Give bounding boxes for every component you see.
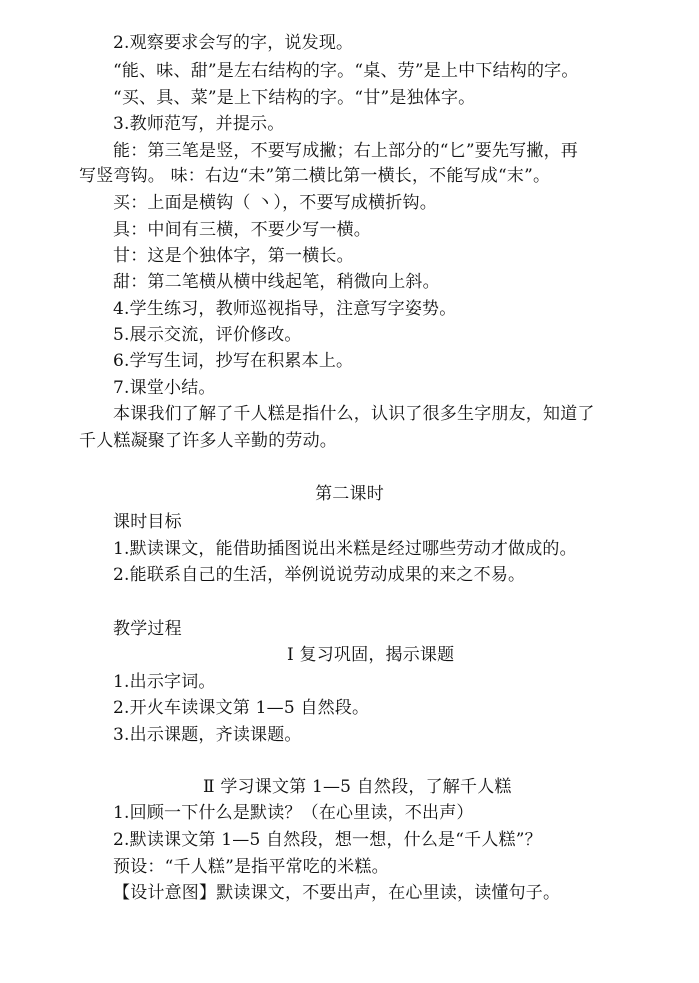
step-7-summary: 7.课堂小结。: [113, 378, 216, 398]
note-ju: 具：中间有三横，不要少写一横。: [113, 220, 371, 240]
heading-objectives: 课时目标: [113, 512, 182, 532]
objective-2: 2.能联系自己的生活，举例说说劳动成果的来之不易。: [113, 565, 526, 585]
part-2-title: Ⅱ 学习课文第 1—5 自然段，了解千人糕: [203, 777, 512, 797]
structure-top-bottom: “买、具、菜”是上下结构的字。“甘”是独体字。: [113, 88, 476, 108]
part1-step-2: 2.开火车读课文第 1—5 自然段。: [113, 698, 370, 718]
part1-step-1: 1.出示字词。: [113, 672, 216, 692]
note-neng-line1: 能：第三笔是竖，不要写成撇；右上部分的“匕”要先写撇，再: [113, 141, 578, 161]
step-6-copy: 6.学写生词，抄写在积累本上。: [113, 351, 354, 371]
part2-step-1: 1.回顾一下什么是默读？（在心里读，不出声）: [113, 803, 474, 823]
step-5-share: 5.展示交流，评价修改。: [113, 325, 302, 345]
part-1-title: Ⅰ 复习巩固，揭示课题: [287, 645, 455, 665]
note-mai: 买：上面是横钩（ ⼂），不要写成横折钩。: [113, 193, 437, 213]
step-4-practice: 4.学生练习，教师巡视指导，注意写字姿势。: [113, 299, 457, 319]
part2-preset: 预设：“千人糕”是指平常吃的米糕。: [113, 857, 389, 877]
section-title-lesson2: 第二课时: [315, 484, 384, 504]
part1-step-3: 3.出示课题，齐读课题。: [113, 725, 302, 745]
summary-line2: 千人糕凝聚了许多人辛勤的劳动。: [79, 431, 337, 451]
design-intent: 【设计意图】默读课文，不要出声，在心里读，读懂句子。: [113, 883, 561, 903]
step-2-observe: 2.观察要求会写的字，说发现。: [113, 33, 354, 53]
structure-left-right: “能、味、甜”是左右结构的字。“桌、劳”是上中下结构的字。: [113, 61, 579, 81]
objective-1: 1.默读课文，能借助插图说出米糕是经过哪些劳动才做成的。: [113, 539, 577, 559]
part2-step-2: 2.默读课文第 1—5 自然段，想一想，什么是“千人糕”？: [113, 830, 542, 850]
summary-line1: 本课我们了解了千人糕是指什么，认识了很多生字朋友，知道了: [113, 404, 595, 424]
note-tian: 甜：第二笔横从横中线起笔，稍微向上斜。: [113, 272, 440, 292]
heading-process: 教学过程: [113, 619, 182, 639]
note-neng-line2: 写竖弯钩。 味：右边“未”第二横比第一横长，不能写成“末”。: [79, 166, 551, 186]
note-gan: 甘：这是个独体字，第一横长。: [113, 246, 354, 266]
step-3-demo: 3.教师范写，并提示。: [113, 114, 285, 134]
